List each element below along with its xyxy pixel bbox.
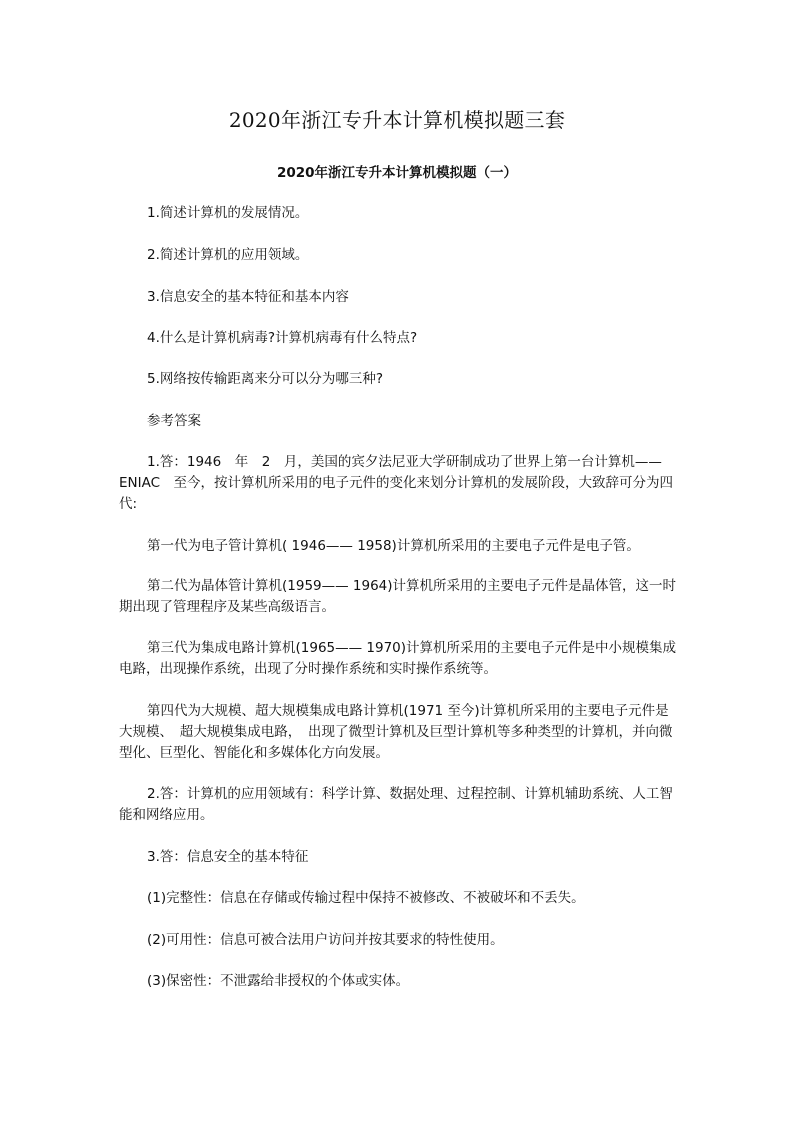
document-subtitle: 2020年浙江专升本计算机模拟题（一） <box>276 165 518 181</box>
question-2: 2.简述计算机的应用领域。 <box>147 247 309 263</box>
question-4: 4.什么是计算机病毒?计算机病毒有什么特点? <box>147 330 418 346</box>
document-title: 2020年浙江专升本计算机模拟题三套 <box>228 108 566 132</box>
answer-1-gen1: 第一代为电子管计算机( 1946—— 1958)计算机所采用的主要电子元件是电子管。 <box>147 538 640 554</box>
answer-1-gen4: 第四代为大规模、超大规模集成电路计算机(1971 至今)计算机所采用的主要电子元件是大规模、 超大规模集成电路， 出现了微型计算机及巨型计算机等多种类型的计算机，并向微型化、巨型化、智能化和多媒体化方向发展。 <box>119 703 673 761</box>
answer-3-item-3: (3)保密性：不泄露给非授权的个体或实体。 <box>147 973 410 989</box>
question-1: 1.简述计算机的发展情况。 <box>147 205 309 221</box>
answer-3-item-2: (2)可用性：信息可被合法用户访问并按其要求的特性使用。 <box>147 932 504 948</box>
answer-3: 3.答：信息安全的基本特征 <box>147 849 309 865</box>
answer-1-gen2: 第二代为晶体管计算机(1959—— 1964)计算机所采用的主要电子元件是晶体管，这一时期出现了管理程序及某些高级语言。 <box>119 578 677 615</box>
answer-heading: 参考答案 <box>147 413 201 429</box>
answer-3-item-1: (1)完整性：信息在存储或传输过程中保持不被修改、不被破坏和不丢失。 <box>147 890 585 906</box>
question-3: 3.信息安全的基本特征和基本内容 <box>147 289 349 305</box>
answer-2: 2.答：计算机的应用领域有：科学计算、数据处理、过程控制、计算机辅助系统、人工智能和网络应用。 <box>119 786 673 823</box>
question-5: 5.网络按传输距离来分可以分为哪三种? <box>147 371 384 387</box>
answer-1: 1.答：1946 年 2 月，美国的宾夕法尼亚大学研制成功了世界上第一台计算机——ENIAC 至今，按计算机所采用的电子元件的变化来划分计算机的发展阶段，大致辞可分为四代: <box>119 454 674 512</box>
answer-1-gen3: 第三代为集成电路计算机(1965—— 1970)计算机所采用的主要电子元件是中小规模集成电路，出现操作系统，出现了分时操作系统和实时操作系统等。 <box>119 640 677 677</box>
